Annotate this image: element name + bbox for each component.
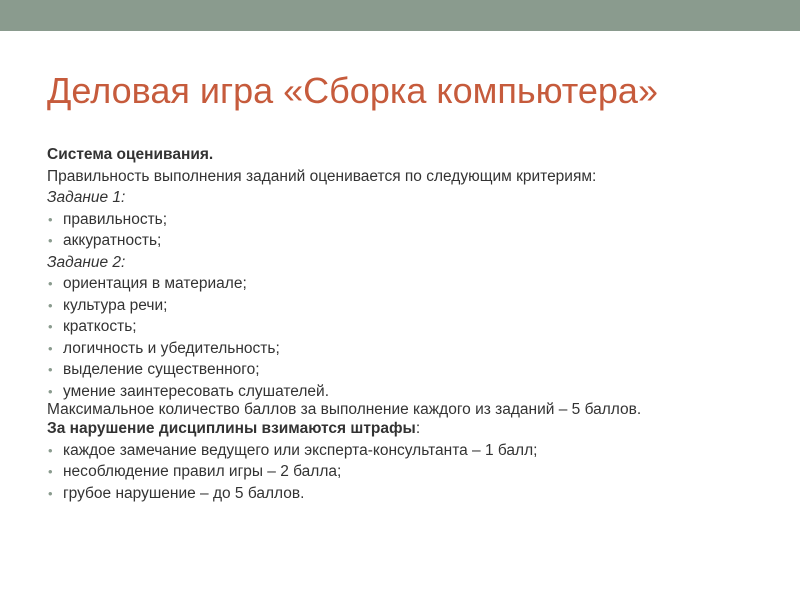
list-item-text: правильность; — [63, 210, 168, 228]
list-item-text: культура речи; — [63, 296, 168, 314]
list-item-text: выделение существенного; — [63, 361, 260, 378]
assessment-heading: Система оценивания. — [47, 146, 214, 163]
bullet-icon: • — [48, 319, 53, 334]
bullet-icon: • — [48, 276, 53, 291]
list-item — [47, 295, 747, 317]
bullet-icon: • — [48, 383, 53, 399]
bullet-icon: • — [48, 297, 53, 313]
bullet-icon: • — [48, 211, 53, 227]
max-score-text: Максимальное количество баллов за выполнение каждого из заданий – 5 баллов. — [47, 401, 642, 418]
task1-label: Задание 1: — [47, 189, 126, 206]
list-item-text: каждое замечание ведущего или эксперта-консультанта – 1 балл; — [63, 441, 538, 459]
list-item — [47, 230, 747, 252]
criteria-intro: Правильность выполнения заданий оценивается по следующим критериям: — [47, 167, 597, 185]
list-item — [47, 273, 747, 295]
list-item-text: умение заинтересовать слушателей. — [63, 382, 330, 400]
bullet-icon: • — [48, 233, 53, 248]
list-item — [47, 316, 747, 338]
penalties-heading — [47, 418, 747, 440]
list-item — [47, 440, 747, 462]
top-color-band — [0, 0, 800, 31]
slide-title: Деловая игра «Сборка компьютера» — [47, 70, 658, 111]
list-item — [47, 461, 747, 483]
list-item-text: ориентация в материале; — [63, 275, 247, 292]
list-item-text: несоблюдение правил игры – 2 балла; — [63, 463, 342, 480]
list-item — [47, 381, 747, 403]
slide — [0, 31, 800, 600]
bullet-icon: • — [48, 340, 53, 356]
list-item-text: аккуратность; — [63, 232, 162, 249]
bullet-icon: • — [48, 442, 53, 458]
task2-label: Задание 2: — [47, 253, 126, 271]
list-item — [47, 209, 747, 231]
slide-body — [47, 144, 747, 504]
list-item-text: логичность и убедительность; — [63, 339, 280, 357]
list-item-text: грубое нарушение – до 5 баллов. — [63, 484, 305, 502]
list-item — [47, 338, 747, 360]
penalties-heading-text: За нарушение дисциплины взимаются штрафы — [47, 420, 416, 437]
bullet-icon: • — [48, 485, 53, 501]
list-item-text: краткость; — [63, 318, 137, 335]
penalties-heading-colon: : — [415, 420, 421, 437]
list-item — [47, 483, 747, 505]
bullet-icon: • — [48, 464, 53, 479]
bullet-icon: • — [48, 362, 53, 377]
list-item — [47, 359, 747, 381]
